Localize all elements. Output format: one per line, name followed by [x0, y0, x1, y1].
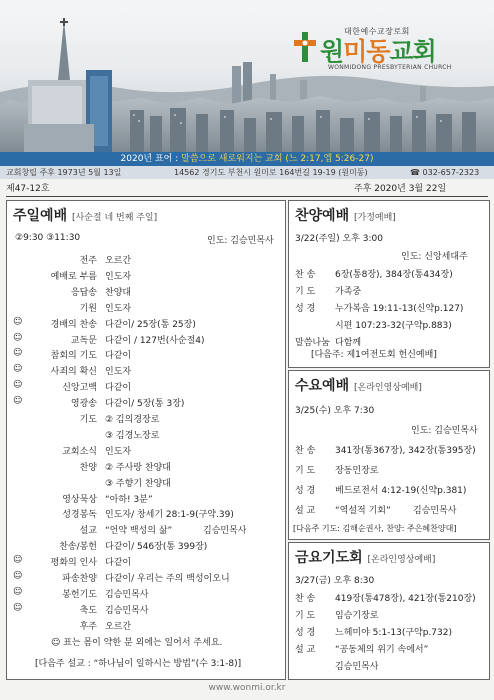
row-label: 성 경 — [295, 304, 316, 314]
standing-mark: ☺ — [13, 602, 23, 613]
order-label: 찬양 — [79, 462, 97, 473]
wednesday-next-note: [다음주 기도: 김해순권사, 찬양: 주은혜찬양대] — [293, 524, 457, 533]
order-label: 평화의 인사 — [50, 558, 97, 569]
praise-leader: 인도: 신앙세대주 — [401, 252, 468, 262]
header-banner — [0, 0, 494, 152]
row-value: 임승기장로 — [335, 611, 379, 621]
row-label: 기 도 — [295, 287, 316, 297]
order-value: 다같이 — [105, 351, 132, 362]
row-value: 다함께 — [335, 338, 362, 348]
friday-time: 3/27(금) 오후 8:30 — [295, 576, 375, 586]
order-label: 응답송 — [70, 287, 97, 298]
order-value: 인도자 — [105, 367, 132, 378]
order-label: 예배로 부름 — [50, 271, 97, 282]
row-label: 말씀나눔 — [295, 338, 330, 348]
order-value: 김승민목사 — [105, 605, 149, 616]
praise-next-note: [다음주: 제1여전도회 헌신예배] — [311, 350, 437, 360]
issue-line — [0, 182, 494, 196]
sunday-title: 주일예배 [사순절 네 번째 주일] — [13, 208, 158, 224]
order-label: 참회의 기도 — [50, 351, 97, 362]
row-value: 느헤미야 5:1-13(구약p.732) — [335, 628, 452, 638]
standing-mark: ☺ — [13, 316, 23, 327]
order-label: 사죄의 확신 — [50, 367, 97, 378]
sunday-service-box — [6, 200, 286, 680]
order-label: 찬송/봉헌 — [59, 542, 97, 553]
order-value: 다같이/ 우리는 주의 백성이오니 — [105, 574, 230, 584]
wednesday-service-box — [288, 370, 490, 540]
order-label: 봉헌기도 — [62, 589, 97, 600]
standing-mark: ☺ — [13, 586, 23, 597]
row-value: 시편 107:23-32(구약p.883) — [335, 321, 452, 331]
row-label: 성 경 — [295, 628, 316, 638]
row-value: 341장(통367장), 342장(통395장) — [335, 446, 476, 456]
row-label: 성 경 — [295, 486, 316, 496]
order-value: 인도자/ 창세기 28:1-9(구약.39) — [105, 510, 234, 521]
order-label: 기원 — [79, 303, 97, 314]
order-value: ③ 김경노장로 — [105, 430, 160, 441]
row-label: 찬 송 — [295, 446, 316, 456]
row-value: “역설적 기회” — [335, 506, 391, 516]
next-sermon-note: [다음주 설교 : “하나님이 일하시는 방법”(수 3:1-8)] — [35, 659, 242, 669]
order-value: 다같이 — [105, 558, 132, 569]
order-label: 신앙고백 — [62, 383, 97, 394]
friday-prayer-box — [288, 542, 490, 680]
logo-english-name: WONMIDONG PRESBYTERIAN CHURCH — [328, 64, 452, 71]
order-label: 설교 — [79, 526, 97, 537]
wednesday-time: 3/25(수) 오후 7:30 — [295, 406, 375, 416]
order-value: 인도자 — [105, 271, 132, 282]
city-skyline-illustration — [0, 0, 494, 152]
row-value: 419장(통478장), 421장(통210장) — [335, 594, 476, 604]
church-address: 14562 경기도 부천시 원미로 164번길 19-19 (원미동) — [174, 168, 368, 177]
wednesday-title: 수요예배 [온라인영상예배] — [295, 378, 422, 394]
praise-service-box — [288, 200, 490, 368]
order-label: 축도 — [79, 605, 97, 616]
order-value: “아하! 3분” — [105, 494, 153, 505]
order-label: 전주 — [79, 256, 97, 266]
divider — [6, 196, 488, 197]
row-label: 설 교 — [295, 506, 316, 516]
sunday-leader: 인도: 김승민목사 — [207, 236, 274, 246]
order-value: 김승민목사 — [105, 589, 149, 600]
row-label: 찬 송 — [295, 270, 316, 280]
order-extra: 김승민목사 — [203, 526, 247, 537]
church-phone: ☎ 032-657-2323 — [410, 168, 480, 177]
order-label: 영광송 — [70, 399, 97, 410]
row-value: 베드로전서 4:12-19(신약p.381) — [335, 486, 467, 496]
standing-mark: ☺ — [13, 332, 23, 343]
standing-mark: ☺ — [13, 396, 23, 407]
order-label: 교회소식 — [62, 446, 97, 457]
order-value: 다같이/ 546장(통 399장) — [105, 542, 208, 553]
logo-denomination: 대한예수교장로회 — [344, 27, 410, 36]
order-label: 후주 — [79, 621, 97, 632]
logo-church-name: 원미동교회 — [320, 37, 436, 66]
sunday-times: ②9:30 ③11:30 — [15, 233, 81, 243]
bulletin-date: 주후 2020년 3월 22일 — [354, 184, 447, 194]
standing-mark: ☺ — [13, 348, 23, 359]
order-value: 다같이/ 25장(통 25장) — [105, 319, 196, 330]
row-value: 6장(통8장), 384장(통434장) — [335, 270, 453, 280]
order-value: 찬양대 — [105, 287, 132, 298]
row-label: 설 교 — [295, 645, 316, 655]
order-value: 다같이 / 127번(사순절4) — [105, 335, 205, 346]
order-value: ② 주사랑 찬양대 — [105, 462, 171, 473]
website-url[interactable]: www.wonmi.or.kr — [208, 683, 286, 693]
standing-mark: ☺ — [13, 364, 23, 375]
friday-title: 금요기도회 [온라인영상예배] — [295, 550, 436, 566]
order-value: “언약 백성의 삶” — [105, 526, 173, 537]
order-label: 기도 — [79, 415, 97, 425]
row-extra: 김승민목사 — [413, 506, 457, 516]
row-label: 찬 송 — [295, 594, 316, 604]
row-value: 김승민목사 — [335, 662, 379, 672]
order-value: 오르간 — [105, 256, 132, 266]
issue-number: 제47-12호 — [6, 184, 50, 194]
row-value: 누가복음 19:11-13(신약p.127) — [335, 304, 464, 314]
motto-bar: 2020년 표어 : 말씀으로 새로워지는 교회 (느 2:17,엡 5:26-27) — [0, 152, 494, 166]
praise-title: 찬양예배 [가정예배] — [295, 208, 396, 224]
order-value: 인도자 — [105, 303, 132, 314]
praise-time: 3/22(주일) 오후 3:00 — [295, 234, 383, 244]
standing-mark: ☺ — [13, 555, 23, 566]
order-label: 교독문 — [70, 335, 97, 346]
order-value: 다같이/ 5장(통 3장) — [105, 399, 185, 410]
order-value: ② 김의경장로 — [105, 415, 160, 425]
row-value: 가족중 — [335, 287, 362, 297]
motto-text: 말씀으로 새로워지는 교회 (느 2:17,엡 5:26-27) — [181, 154, 374, 164]
order-value: 오르간 — [105, 621, 132, 632]
founded-date: 교회창립 주후 1973년 5월 13일 — [6, 168, 122, 177]
row-label: 기 도 — [295, 466, 316, 476]
order-label: 영상묵상 — [62, 494, 97, 505]
order-value: 다같이 — [105, 383, 132, 394]
standing-mark: ☺ — [13, 571, 23, 581]
order-label: 파송찬양 — [62, 574, 97, 584]
standing-note: ☺ 표는 몸이 약한 분 외에는 일어서 주세요. — [51, 638, 223, 648]
order-value: ③ 주향기 찬양대 — [105, 478, 171, 489]
church-logo — [292, 26, 482, 76]
order-value: 인도자 — [105, 446, 132, 457]
order-label: 성경봉독 — [62, 510, 97, 521]
church-info-bar — [0, 166, 494, 179]
standing-mark: ☺ — [13, 380, 23, 391]
row-value: 장동민장로 — [335, 466, 379, 476]
row-value: “공동체의 위기 속에서” — [335, 645, 429, 655]
cross-icon — [292, 30, 318, 64]
row-label: 기 도 — [295, 611, 316, 621]
order-label: 경배의 찬송 — [50, 319, 97, 330]
wednesday-leader: 인도: 김승민목사 — [411, 426, 478, 436]
